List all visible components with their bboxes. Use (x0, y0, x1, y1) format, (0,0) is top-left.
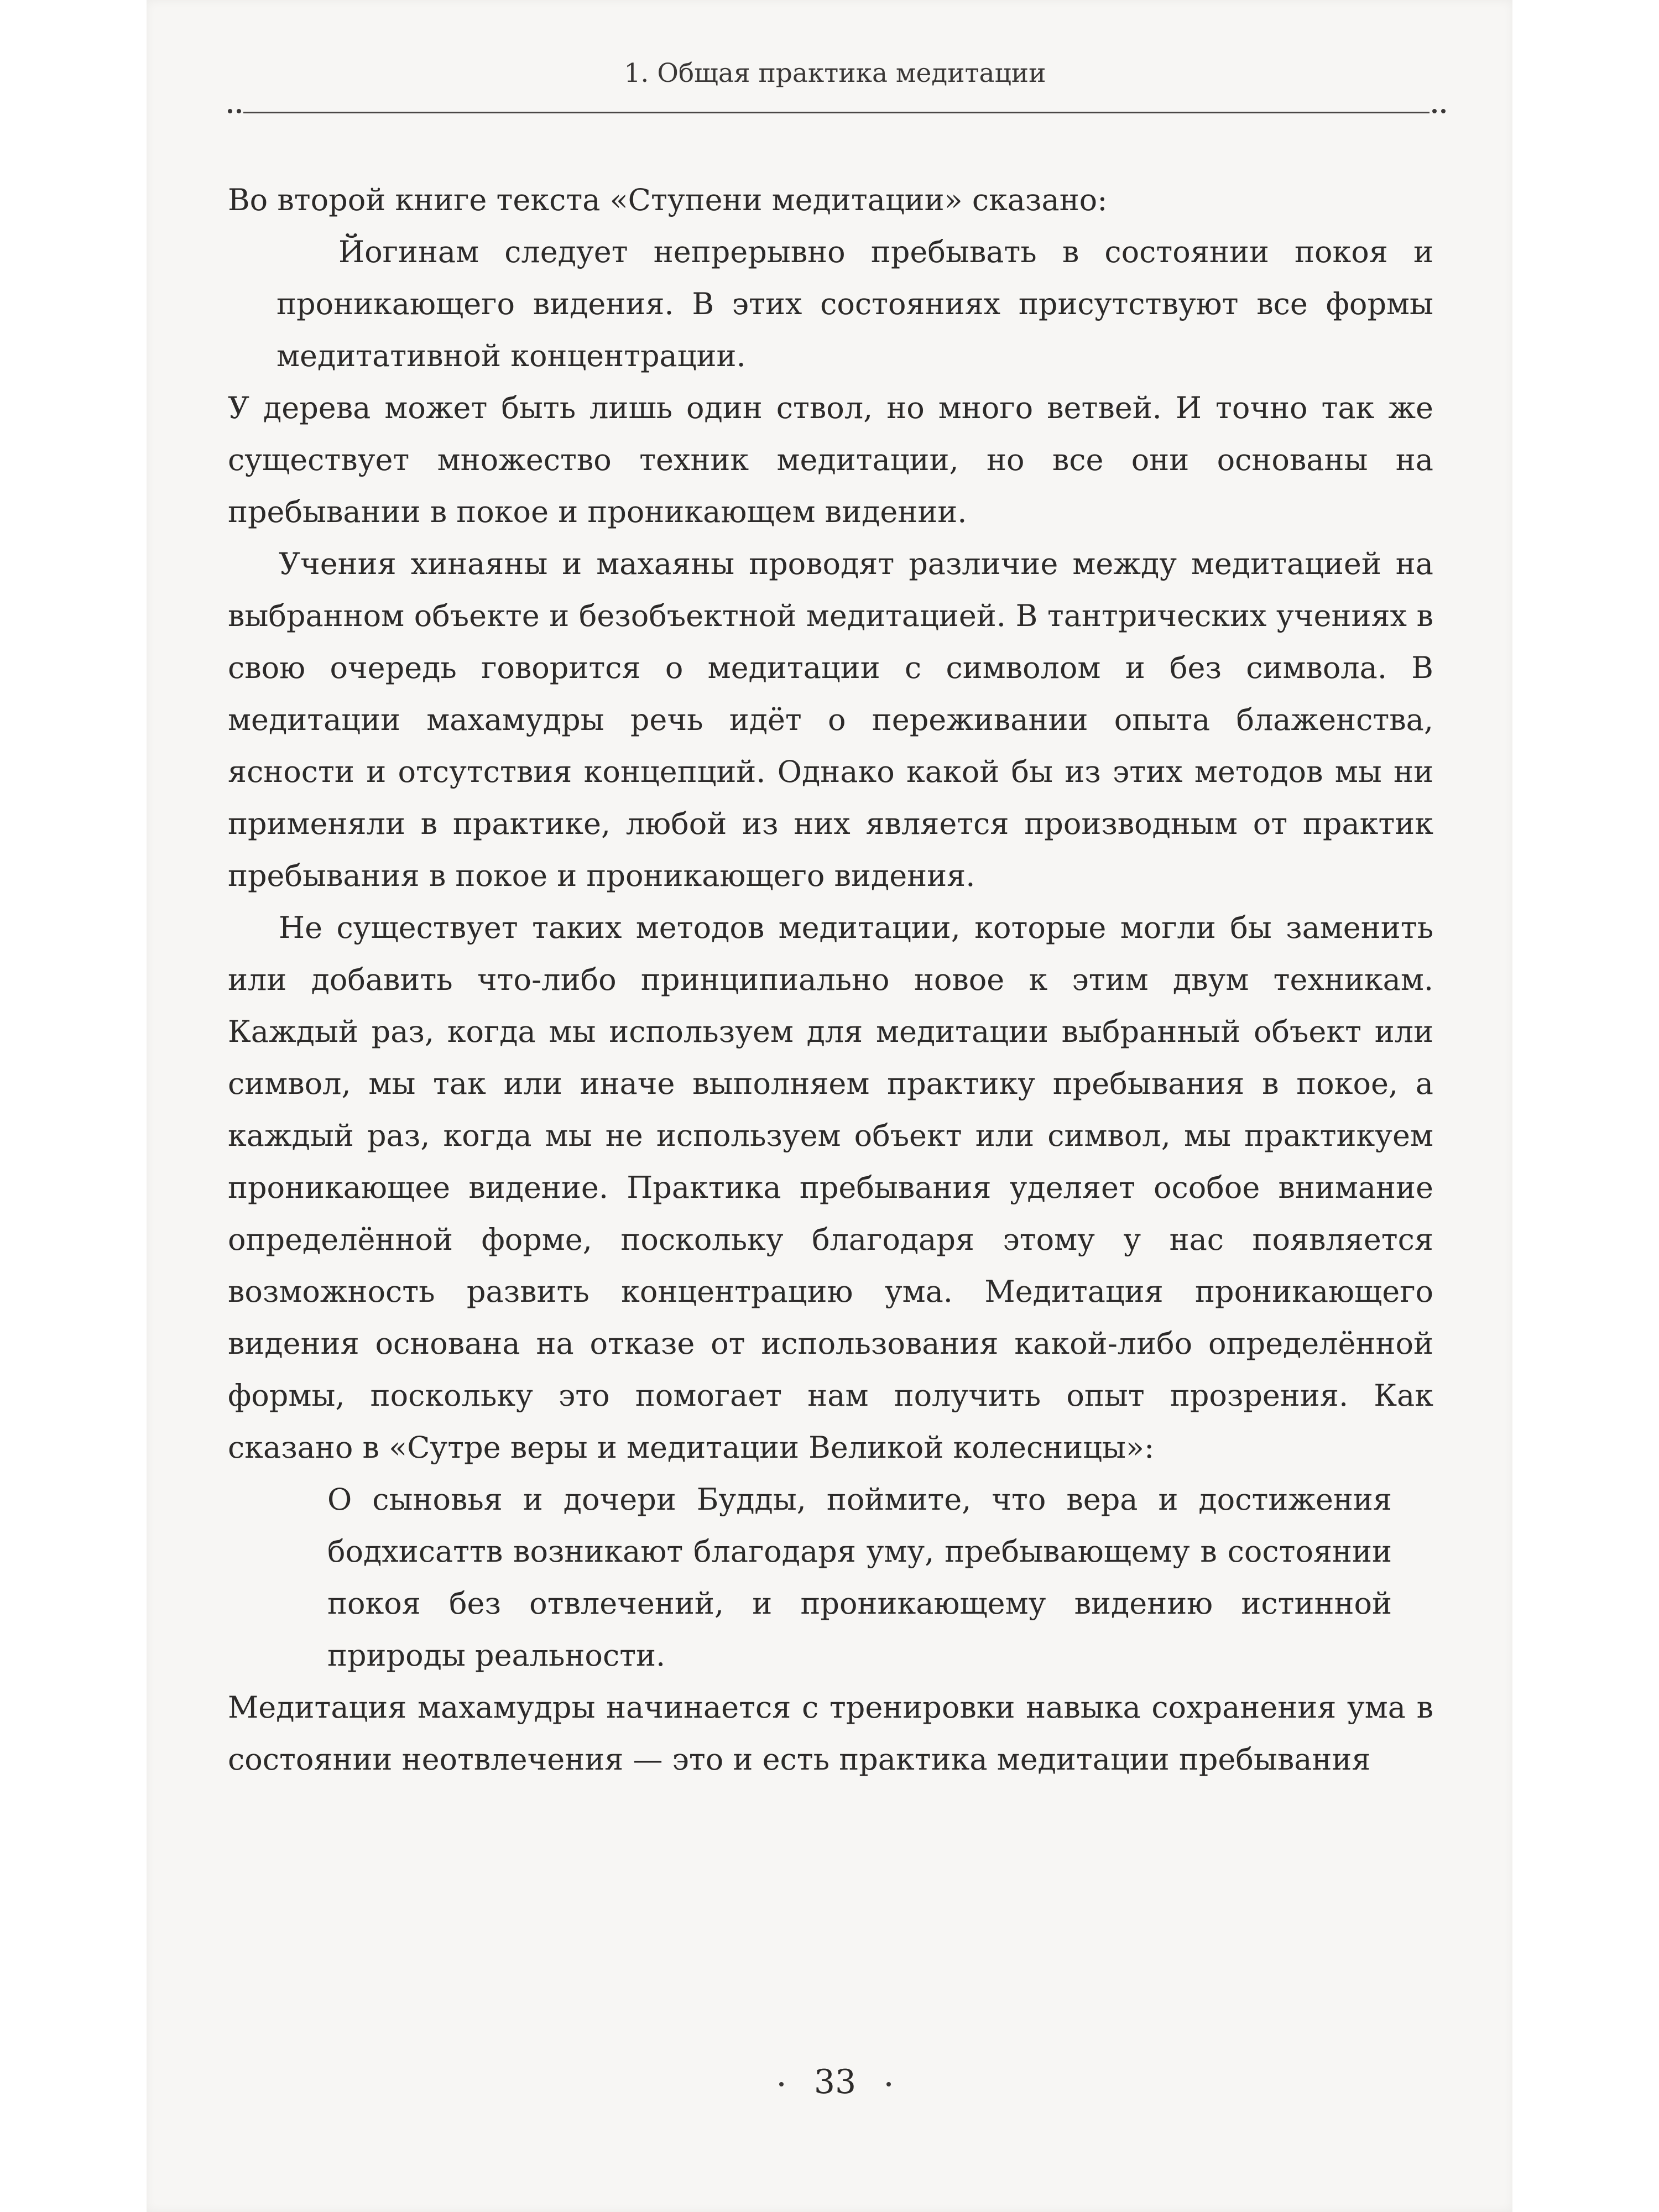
header-rule-dot (1432, 109, 1437, 113)
body-text (228, 174, 1433, 1786)
paragraph: Медитация махамудры начинается с тренировки навыка сохранения ума в состоянии неотвлечения — это и есть практика медитации пребывания (228, 1690, 1433, 1777)
header-rule (243, 112, 1430, 113)
paragraph: Не существует таких методов медитации, которые могли бы заменить или добавить что-либо принципиально новое к этим двум техникам. Каждый раз, когда мы используем для медитации выбранный объект или символ, мы так или иначе выполняем практику пребывания в покое, а каждый раз, когда мы не используем объект или символ, мы практикуем проникающее видение. Практика пребывания уделяет особое внимание определённой форме, поскольку благодаря этому у нас появляется возможность развить концентрацию ума. Медитация проникающего видения основана на отказе от использования какой-либо определённой формы, поскольку это помогает нам получить опыт прозрения. Как сказано в «Сутре веры и медитации Великой колесницы»: (228, 910, 1433, 1465)
block-quote: О сыновья и дочери Будды, поймите, что вера и достижения бодхисаттв возникают благодаря уму, пребывающему в состоянии покоя без отвлечений, и проникающему видению истинной природы реальности. (327, 1482, 1392, 1673)
page-number: 33 (813, 2063, 857, 2101)
block-quote: Йогинам следует непрерывно пребывать в состоянии покоя и проникающего видения. В этих состояниях присутствуют все формы медитативной концентрации. (276, 234, 1433, 373)
footer-dot (886, 2082, 891, 2086)
footer-dot (779, 2082, 784, 2086)
header-rule-dot (1441, 109, 1446, 113)
header-rule-dot (237, 109, 241, 113)
paragraph: У дерева может быть лишь один ствол, но много ветвей. И точно так же существует множество техник медитации, но все они основаны на пребывании в покое и проникающем видении. (228, 390, 1433, 529)
page-footer (719, 2063, 951, 2101)
header-rule-dot (228, 109, 232, 113)
paragraph: Учения хинаяны и махаяны проводят различие между медитацией на выбранном объекте и безобъектной медитацией. В тантрических учениях в свою очередь говорится о медитации с символом и без символа. В медитации махамудры речь идёт о переживании опыта блаженства, ясности и отсутствия концепций. Однако какой бы из этих методов мы ни применяли в практике, любой из них является производным от практик пребывания в покое и проникающего видения. (228, 546, 1433, 893)
paragraph: Во второй книге текста «Ступени медитации» сказано: (228, 182, 1108, 217)
running-header: 1. Общая практика медитации (624, 58, 1046, 88)
